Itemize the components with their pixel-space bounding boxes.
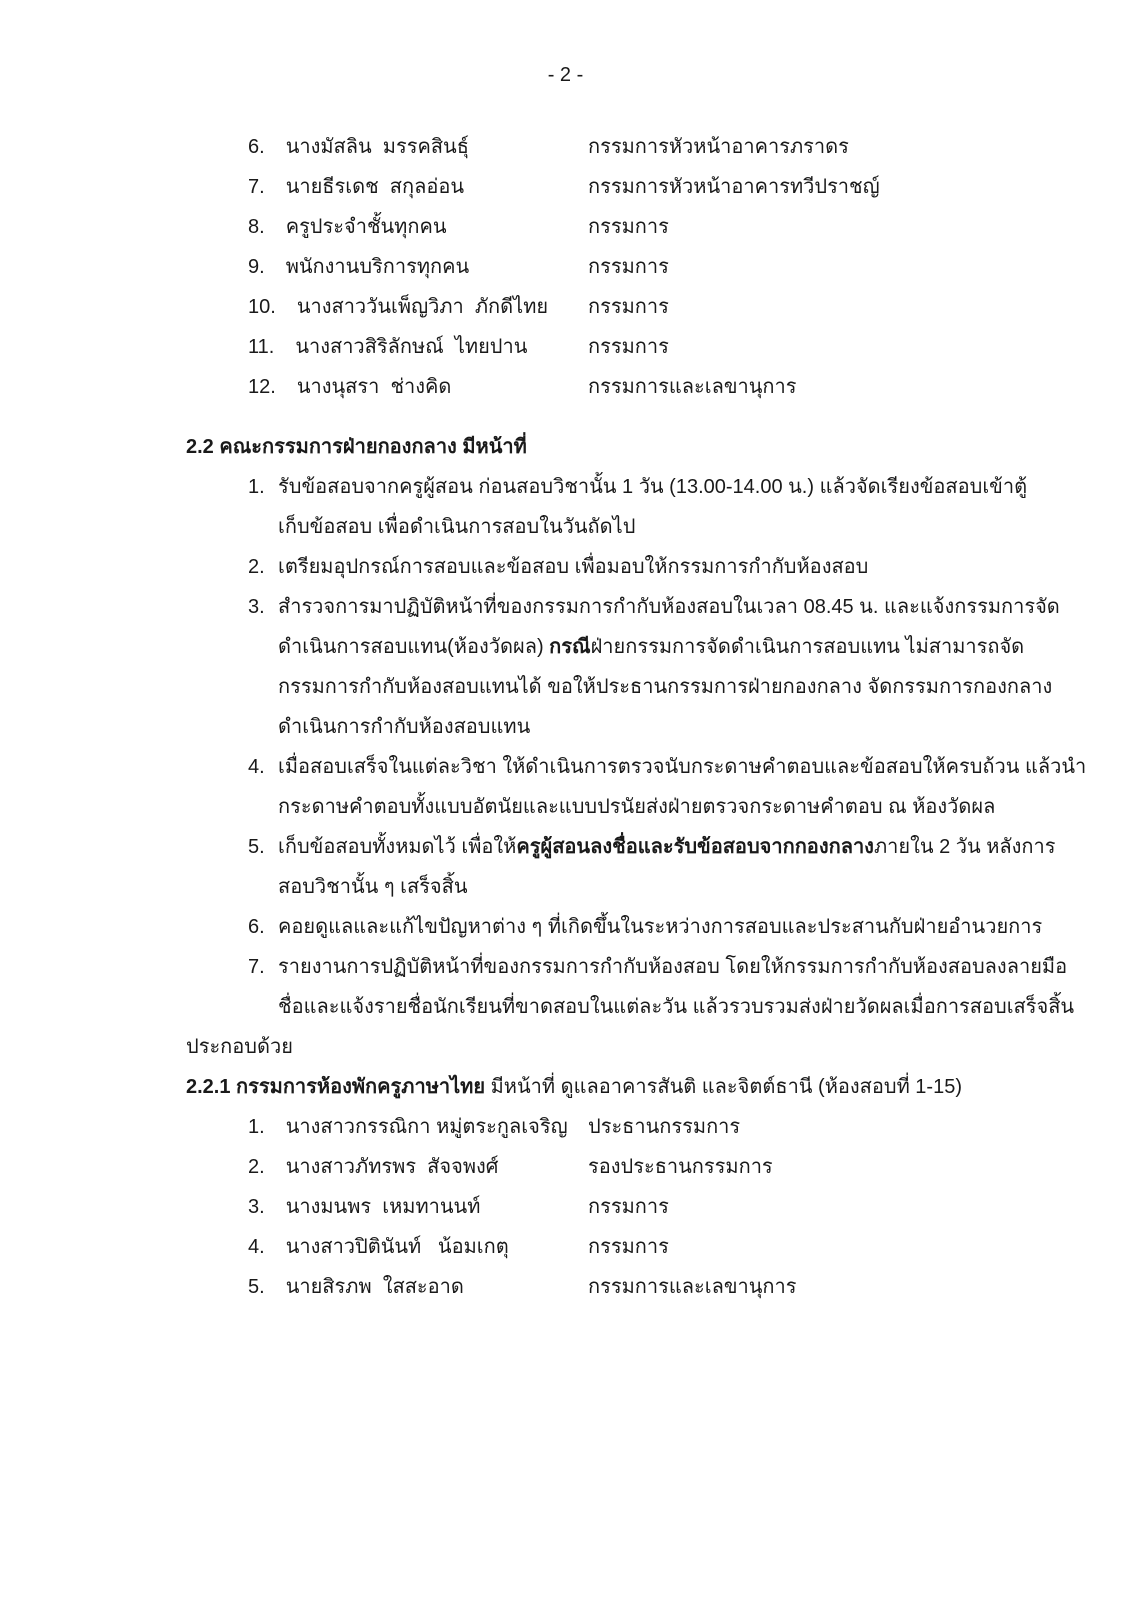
duty-number: 7.: [248, 956, 265, 978]
duty-number: 4.: [248, 756, 265, 778]
duty-item: [248, 827, 1131, 907]
duty-line: [278, 547, 1131, 587]
member-role: กรรมการ: [588, 216, 669, 238]
list-item: [248, 367, 1131, 407]
list-item: [248, 327, 1131, 367]
duty-item: [248, 747, 1131, 827]
duty-text-segment: ดำเนินการสอบแทน(ห้องวัดผล): [278, 636, 550, 658]
duty-number: 5.: [248, 836, 265, 858]
duty-text-segment: ชื่อและแจ้งรายชื่อนักเรียนที่ขาดสอบในแต่ละวัน แล้วรวบรวมส่งฝ่ายวัดผลเมื่อการสอบเสร็จสิ้น: [278, 996, 1075, 1018]
duty-line: [278, 907, 1131, 947]
duty-text-segment: ครูผู้สอนลงชื่อและรับข้อสอบจากกองกลาง: [516, 836, 874, 858]
member-name: นางสาววันเพ็ญวิภา ภักดีไทย: [296, 296, 549, 318]
member-role: กรรมการ: [588, 1196, 669, 1218]
section-2-2-1-heading-rest: มีหน้าที่ ดูแลอาคารสันติ และจิตต์ธานี (ห้องสอบที่ 1-15): [485, 1076, 962, 1098]
list-item-number: 2.: [248, 1156, 265, 1178]
duty-text-segment: เมื่อสอบเสร็จในแต่ละวิชา ให้ดำเนินการตรวจนับกระดาษคำตอบและข้อสอบให้ครบถ้วน แล้วนำ: [278, 756, 1087, 778]
member-name: นางสาวสิริลักษณ์ ไทยปาน: [295, 336, 528, 358]
duty-text-segment: กรณี: [549, 636, 591, 658]
list-item-number: 11.: [248, 336, 275, 358]
duty-item: [248, 467, 1131, 547]
list-item-number: 1.: [248, 1116, 265, 1138]
member-role: กรรมการหัวหน้าอาคารทวีปราชญ์: [588, 176, 880, 198]
list-item: [248, 1267, 1131, 1307]
duty-line: [278, 467, 1131, 507]
duty-text-segment: สำรวจการมาปฏิบัติหน้าที่ของกรรมการกำกับห้องสอบในเวลา 08.45 น. และแจ้งกรรมการจัด: [278, 596, 1060, 618]
member-name: นางมัสลิน มรรคสินธุ์: [285, 136, 469, 158]
list-item: [248, 287, 1131, 327]
list-item: [248, 1187, 1131, 1227]
list-item: [248, 1147, 1131, 1187]
thai-language-room-roster: [248, 1107, 1131, 1307]
member-name: นางสาวกรรณิกา หมู่ตระกูลเจริญ: [285, 1116, 568, 1138]
duties-list: [248, 467, 1131, 1027]
duty-line: [278, 507, 1131, 547]
duties-footer-text: ประกอบด้วย: [186, 1036, 293, 1058]
member-name: นางสาวภัทรพร สัจจพงศ์: [285, 1156, 499, 1178]
list-item-number: 5.: [248, 1276, 265, 1298]
duty-text-segment: กระดาษคำตอบทั้งแบบอัตนัยและแบบปรนัยส่งฝ่ายตรวจกระดาษคำตอบ ณ ห้องวัดผล: [278, 796, 996, 818]
duty-number: 3.: [248, 596, 265, 618]
list-item: [248, 1227, 1131, 1267]
duty-text-segment: เตรียมอุปกรณ์การสอบและข้อสอบ เพื่อมอบให้กรรมการกำกับห้องสอบ: [278, 556, 869, 578]
member-role: ประธานกรรมการ: [588, 1116, 741, 1138]
member-role: กรรมการและเลขานุการ: [588, 1276, 797, 1298]
duty-line: [278, 867, 1131, 907]
member-name: นางสาวปิตินันท์ น้อมเกตุ: [285, 1236, 509, 1258]
list-item-number: 3.: [248, 1196, 265, 1218]
member-role: กรรมการ: [588, 296, 669, 318]
duty-number: 1.: [248, 476, 265, 498]
duty-line: [278, 827, 1131, 867]
list-item-number: 10.: [248, 296, 276, 318]
duty-text-segment: รับข้อสอบจากครูผู้สอน ก่อนสอบวิชานั้น 1 วัน (13.00-14.00 น.) แล้วจัดเรียงข้อสอบเข้าตู้: [278, 476, 1028, 498]
duty-text-segment: กรรมการกำกับห้องสอบแทนได้ ขอให้ประธานกรรมการฝ่ายกองกลาง จัดกรรมการกองกลาง: [278, 676, 1053, 698]
list-item-number: 4.: [248, 1236, 265, 1258]
duty-line: [278, 587, 1131, 627]
duty-item: [248, 907, 1131, 947]
list-item-number: 6.: [248, 136, 265, 158]
duty-line: [278, 987, 1131, 1027]
duty-number: 2.: [248, 556, 265, 578]
building-heads-roster: [248, 127, 1131, 407]
duty-text-segment: ภายใน 2 วัน หลังการ: [873, 836, 1056, 858]
member-name: พนักงานบริการทุกคน: [285, 256, 470, 278]
list-item-number: 9.: [248, 256, 265, 278]
member-role: กรรมการ: [588, 256, 669, 278]
duty-item: [248, 947, 1131, 1027]
member-role: กรรมการและเลขานุการ: [588, 376, 797, 398]
section-2-2-heading: 2.2 คณะกรรมการฝ่ายกองกลาง มีหน้าที่: [186, 436, 527, 458]
member-name: นางมนพร เหมทานนท์: [285, 1196, 481, 1218]
list-item: [248, 167, 1131, 207]
duty-text-segment: คอยดูแลและแก้ไขปัญหาต่าง ๆ ที่เกิดขึ้นในระหว่างการสอบและประสานกับฝ่ายอำนวยการ: [278, 916, 1043, 938]
member-name: นายสิรภพ ใสสะอาด: [285, 1276, 464, 1298]
list-item: [248, 207, 1131, 247]
list-item-number: 7.: [248, 176, 265, 198]
member-name: นางนุสรา ช่างคิด: [296, 376, 452, 398]
list-item-number: 12.: [248, 376, 276, 398]
duty-line: [278, 747, 1131, 787]
duty-number: 6.: [248, 916, 265, 938]
list-item: [248, 1107, 1131, 1147]
duty-text-segment: เก็บข้อสอบ เพื่อดำเนินการสอบในวันถัดไป: [278, 516, 636, 538]
duty-line: [278, 707, 1131, 747]
member-name: ครูประจำชั้นทุกคน: [285, 216, 447, 238]
list-item: [248, 127, 1131, 167]
list-item: [248, 247, 1131, 287]
member-role: กรรมการ: [588, 336, 669, 358]
duty-text-segment: รายงานการปฏิบัติหน้าที่ของกรรมการกำกับห้องสอบ โดยให้กรรมการกำกับห้องสอบลงลายมือ: [278, 956, 1068, 978]
member-role: รองประธานกรรมการ: [588, 1156, 773, 1178]
duty-item: [248, 547, 1131, 587]
duty-item: [248, 587, 1131, 747]
duty-line: [278, 947, 1131, 987]
duty-text-segment: สอบวิชานั้น ๆ เสร็จสิ้น: [278, 876, 468, 898]
member-role: กรรมการ: [588, 1236, 669, 1258]
duty-text-segment: เก็บข้อสอบทั้งหมดไว้ เพื่อให้: [278, 836, 517, 858]
duty-text-segment: ดำเนินการกำกับห้องสอบแทน: [278, 716, 531, 738]
duty-line: [278, 667, 1131, 707]
duty-line: [278, 627, 1131, 667]
list-item-number: 8.: [248, 216, 265, 238]
member-name: นายธีรเดช สกุลอ่อน: [285, 176, 465, 198]
section-2-2-1-heading: [186, 1067, 1131, 1107]
member-role: กรรมการหัวหน้าอาคารภราดร: [588, 136, 849, 158]
duty-text-segment: ฝ่ายกรรมการจัดดำเนินการสอบแทน ไม่สามารถจัด: [590, 636, 1025, 658]
duty-line: [278, 787, 1131, 827]
section-2-2-1-heading-bold: 2.2.1 กรรมการห้องพักครูภาษาไทย: [186, 1076, 486, 1098]
page-number: - 2 -: [547, 64, 584, 86]
